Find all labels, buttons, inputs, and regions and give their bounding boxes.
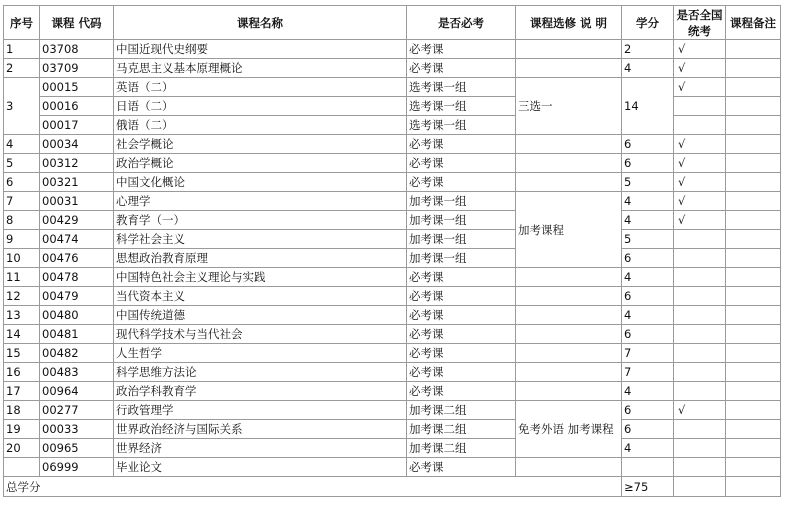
- cell-unified: √: [674, 40, 726, 59]
- cell-code: 00965: [40, 439, 114, 458]
- cell-name: 毕业论文: [114, 458, 407, 477]
- cell-seq: 20: [4, 439, 40, 458]
- cell-name: 社会学概论: [114, 135, 407, 154]
- cell-code: 00474: [40, 230, 114, 249]
- cell-code: 00277: [40, 401, 114, 420]
- cell-code: 00034: [40, 135, 114, 154]
- cell-note-extra-courses: 加考课程: [516, 192, 622, 268]
- cell-credit: [622, 458, 674, 477]
- cell-required: 加考课一组: [407, 192, 516, 211]
- table-row: [4, 382, 781, 401]
- cell-unified: [674, 439, 726, 458]
- cell-unified: √: [674, 192, 726, 211]
- table-row: [4, 401, 781, 420]
- cell-name: 英语（二）: [114, 78, 407, 97]
- cell-remark: [726, 154, 781, 173]
- cell-name: 现代科学技术与当代社会: [114, 325, 407, 344]
- table-row: [4, 154, 781, 173]
- cell-unified: √: [674, 154, 726, 173]
- cell-seq: 2: [4, 59, 40, 78]
- table-row: [4, 439, 781, 458]
- cell-code: 00478: [40, 268, 114, 287]
- cell-remark: [726, 78, 781, 97]
- table-row: [4, 306, 781, 325]
- cell-required: 必考课: [407, 173, 516, 192]
- cell-seq: 11: [4, 268, 40, 287]
- cell-credit: 6: [622, 287, 674, 306]
- cell-remark: [726, 230, 781, 249]
- cell-credit: 14: [622, 78, 674, 135]
- cell-unified: [674, 268, 726, 287]
- cell-remark: [726, 287, 781, 306]
- cell-code: 00482: [40, 344, 114, 363]
- cell-remark: [726, 382, 781, 401]
- cell-seq: 1: [4, 40, 40, 59]
- header-name: 课程名称: [114, 6, 407, 40]
- cell-remark: [726, 268, 781, 287]
- cell-name: 教育学（一）: [114, 211, 407, 230]
- cell-code: 00033: [40, 420, 114, 439]
- cell-required: 必考课: [407, 268, 516, 287]
- cell-note: [516, 363, 622, 382]
- cell-note: [516, 135, 622, 154]
- total-unified: [674, 477, 726, 497]
- cell-name: 俄语（二）: [114, 116, 407, 135]
- table-row: [4, 325, 781, 344]
- cell-code: 00312: [40, 154, 114, 173]
- header-seq: 序号: [4, 6, 40, 40]
- table-row: [4, 458, 781, 477]
- cell-name: 行政管理学: [114, 401, 407, 420]
- table-row: [4, 344, 781, 363]
- cell-required: 必考课: [407, 135, 516, 154]
- cell-required: 必考课: [407, 287, 516, 306]
- cell-unified: [674, 287, 726, 306]
- cell-code: 00015: [40, 78, 114, 97]
- cell-note-three-choose-one: 三选一: [516, 78, 622, 135]
- cell-seq: 9: [4, 230, 40, 249]
- cell-note: [516, 325, 622, 344]
- cell-note: [516, 59, 622, 78]
- cell-credit: 4: [622, 211, 674, 230]
- cell-unified: √: [674, 401, 726, 420]
- table-row: [4, 268, 781, 287]
- cell-unified: √: [674, 173, 726, 192]
- table-row: [4, 135, 781, 154]
- header-credit: 学分: [622, 6, 674, 40]
- cell-required: 必考课: [407, 59, 516, 78]
- cell-credit: 4: [622, 382, 674, 401]
- cell-credit: 5: [622, 173, 674, 192]
- cell-unified: √: [674, 211, 726, 230]
- cell-name: 中国文化概论: [114, 173, 407, 192]
- cell-code: 00483: [40, 363, 114, 382]
- cell-seq: 17: [4, 382, 40, 401]
- cell-unified: [674, 249, 726, 268]
- cell-credit: 6: [622, 154, 674, 173]
- cell-credit: 6: [622, 249, 674, 268]
- table-row: [4, 40, 781, 59]
- cell-unified: [674, 306, 726, 325]
- cell-unified: [674, 230, 726, 249]
- total-row: [4, 477, 781, 497]
- table-row: [4, 363, 781, 382]
- table-row: [4, 78, 781, 97]
- header-unified: 是否全国统考: [674, 6, 726, 40]
- cell-code: 00964: [40, 382, 114, 401]
- cell-seq: [4, 458, 40, 477]
- total-credit: ≥75: [622, 477, 674, 497]
- cell-remark: [726, 458, 781, 477]
- cell-seq: 6: [4, 173, 40, 192]
- table-row: [4, 59, 781, 78]
- cell-required: 必考课: [407, 154, 516, 173]
- cell-remark: [726, 439, 781, 458]
- cell-code: 00481: [40, 325, 114, 344]
- cell-seq: 7: [4, 192, 40, 211]
- cell-remark: [726, 40, 781, 59]
- cell-required: 加考课一组: [407, 249, 516, 268]
- cell-required: 必考课: [407, 458, 516, 477]
- header-elective-note: 课程选修 说 明: [516, 6, 622, 40]
- cell-remark: [726, 363, 781, 382]
- cell-seq: 3: [4, 78, 40, 135]
- cell-name: 思想政治教育原理: [114, 249, 407, 268]
- cell-required: 加考课一组: [407, 230, 516, 249]
- table-row: [4, 173, 781, 192]
- cell-note: [516, 287, 622, 306]
- cell-name: 政治学科教育学: [114, 382, 407, 401]
- cell-remark: [726, 401, 781, 420]
- cell-name: 中国传统道德: [114, 306, 407, 325]
- cell-unified: [674, 420, 726, 439]
- cell-code: 00476: [40, 249, 114, 268]
- cell-remark: [726, 135, 781, 154]
- cell-code: 03709: [40, 59, 114, 78]
- cell-unified: [674, 344, 726, 363]
- table-row: [4, 192, 781, 211]
- cell-unified: √: [674, 59, 726, 78]
- cell-required: 必考课: [407, 306, 516, 325]
- cell-unified: [674, 363, 726, 382]
- cell-credit: 7: [622, 363, 674, 382]
- cell-required: 加考课一组: [407, 211, 516, 230]
- cell-name: 当代资本主义: [114, 287, 407, 306]
- cell-remark: [726, 249, 781, 268]
- cell-name: 政治学概论: [114, 154, 407, 173]
- cell-seq: 13: [4, 306, 40, 325]
- cell-code: 00031: [40, 192, 114, 211]
- cell-seq: 16: [4, 363, 40, 382]
- cell-required: 选考课一组: [407, 97, 516, 116]
- header-row: [4, 6, 781, 40]
- cell-remark: [726, 344, 781, 363]
- header-required: 是否必考: [407, 6, 516, 40]
- cell-name: 中国近现代史纲要: [114, 40, 407, 59]
- cell-seq: 12: [4, 287, 40, 306]
- cell-remark: [726, 420, 781, 439]
- cell-remark: [726, 192, 781, 211]
- cell-note: [516, 344, 622, 363]
- cell-required: 加考课二组: [407, 439, 516, 458]
- cell-code: 00321: [40, 173, 114, 192]
- cell-code: 00017: [40, 116, 114, 135]
- cell-seq: 10: [4, 249, 40, 268]
- cell-required: 选考课一组: [407, 116, 516, 135]
- cell-remark: [726, 173, 781, 192]
- cell-credit: 4: [622, 59, 674, 78]
- cell-credit: 6: [622, 401, 674, 420]
- header-code: 课程 代码: [40, 6, 114, 40]
- cell-code: 06999: [40, 458, 114, 477]
- cell-credit: 4: [622, 268, 674, 287]
- cell-name: 世界经济: [114, 439, 407, 458]
- cell-code: 00480: [40, 306, 114, 325]
- table-row: [4, 249, 781, 268]
- table-row: [4, 230, 781, 249]
- total-label: 总学分: [4, 477, 622, 497]
- cell-unified: √: [674, 78, 726, 97]
- cell-unified: [674, 325, 726, 344]
- cell-unified: √: [674, 135, 726, 154]
- cell-name: 科学思维方法论: [114, 363, 407, 382]
- cell-seq: 15: [4, 344, 40, 363]
- cell-required: 加考课二组: [407, 401, 516, 420]
- cell-code: 00479: [40, 287, 114, 306]
- cell-note-foreign-exempt: 免考外语 加考课程: [516, 401, 622, 458]
- cell-code: 00016: [40, 97, 114, 116]
- cell-seq: 4: [4, 135, 40, 154]
- cell-code: 03708: [40, 40, 114, 59]
- cell-note: [516, 173, 622, 192]
- cell-note: [516, 458, 622, 477]
- cell-name: 人生哲学: [114, 344, 407, 363]
- cell-credit: 6: [622, 135, 674, 154]
- total-remark: [726, 477, 781, 497]
- cell-remark: [726, 59, 781, 78]
- cell-note: [516, 306, 622, 325]
- cell-note: [516, 40, 622, 59]
- table-row: [4, 211, 781, 230]
- table-row: [4, 420, 781, 439]
- cell-required: 必考课: [407, 382, 516, 401]
- cell-required: 必考课: [407, 325, 516, 344]
- cell-required: 必考课: [407, 344, 516, 363]
- cell-credit: 7: [622, 344, 674, 363]
- cell-credit: 4: [622, 439, 674, 458]
- cell-required: 选考课一组: [407, 78, 516, 97]
- cell-credit: 4: [622, 192, 674, 211]
- cell-credit: 6: [622, 325, 674, 344]
- cell-seq: 18: [4, 401, 40, 420]
- cell-name: 科学社会主义: [114, 230, 407, 249]
- cell-unified: [674, 382, 726, 401]
- header-remark: 课程备注: [726, 6, 781, 40]
- cell-remark: [726, 211, 781, 230]
- cell-seq: 19: [4, 420, 40, 439]
- cell-remark: [726, 325, 781, 344]
- cell-code: 00429: [40, 211, 114, 230]
- cell-credit: 2: [622, 40, 674, 59]
- cell-required: 必考课: [407, 40, 516, 59]
- cell-seq: 14: [4, 325, 40, 344]
- cell-note: [516, 268, 622, 287]
- cell-unified: [674, 116, 726, 135]
- cell-unified: [674, 458, 726, 477]
- cell-seq: 5: [4, 154, 40, 173]
- cell-name: 心理学: [114, 192, 407, 211]
- cell-note: [516, 382, 622, 401]
- cell-remark: [726, 116, 781, 135]
- course-table: [3, 5, 781, 497]
- cell-required: 加考课二组: [407, 420, 516, 439]
- cell-credit: 4: [622, 306, 674, 325]
- cell-unified: [674, 97, 726, 116]
- cell-credit: 6: [622, 420, 674, 439]
- cell-name: 日语（二）: [114, 97, 407, 116]
- cell-credit: 5: [622, 230, 674, 249]
- cell-remark: [726, 97, 781, 116]
- cell-name: 中国特色社会主义理论与实践: [114, 268, 407, 287]
- cell-remark: [726, 306, 781, 325]
- cell-name: 世界政治经济与国际关系: [114, 420, 407, 439]
- cell-note: [516, 154, 622, 173]
- cell-required: 必考课: [407, 363, 516, 382]
- table-row: [4, 287, 781, 306]
- cell-name: 马克思主义基本原理概论: [114, 59, 407, 78]
- cell-seq: 8: [4, 211, 40, 230]
